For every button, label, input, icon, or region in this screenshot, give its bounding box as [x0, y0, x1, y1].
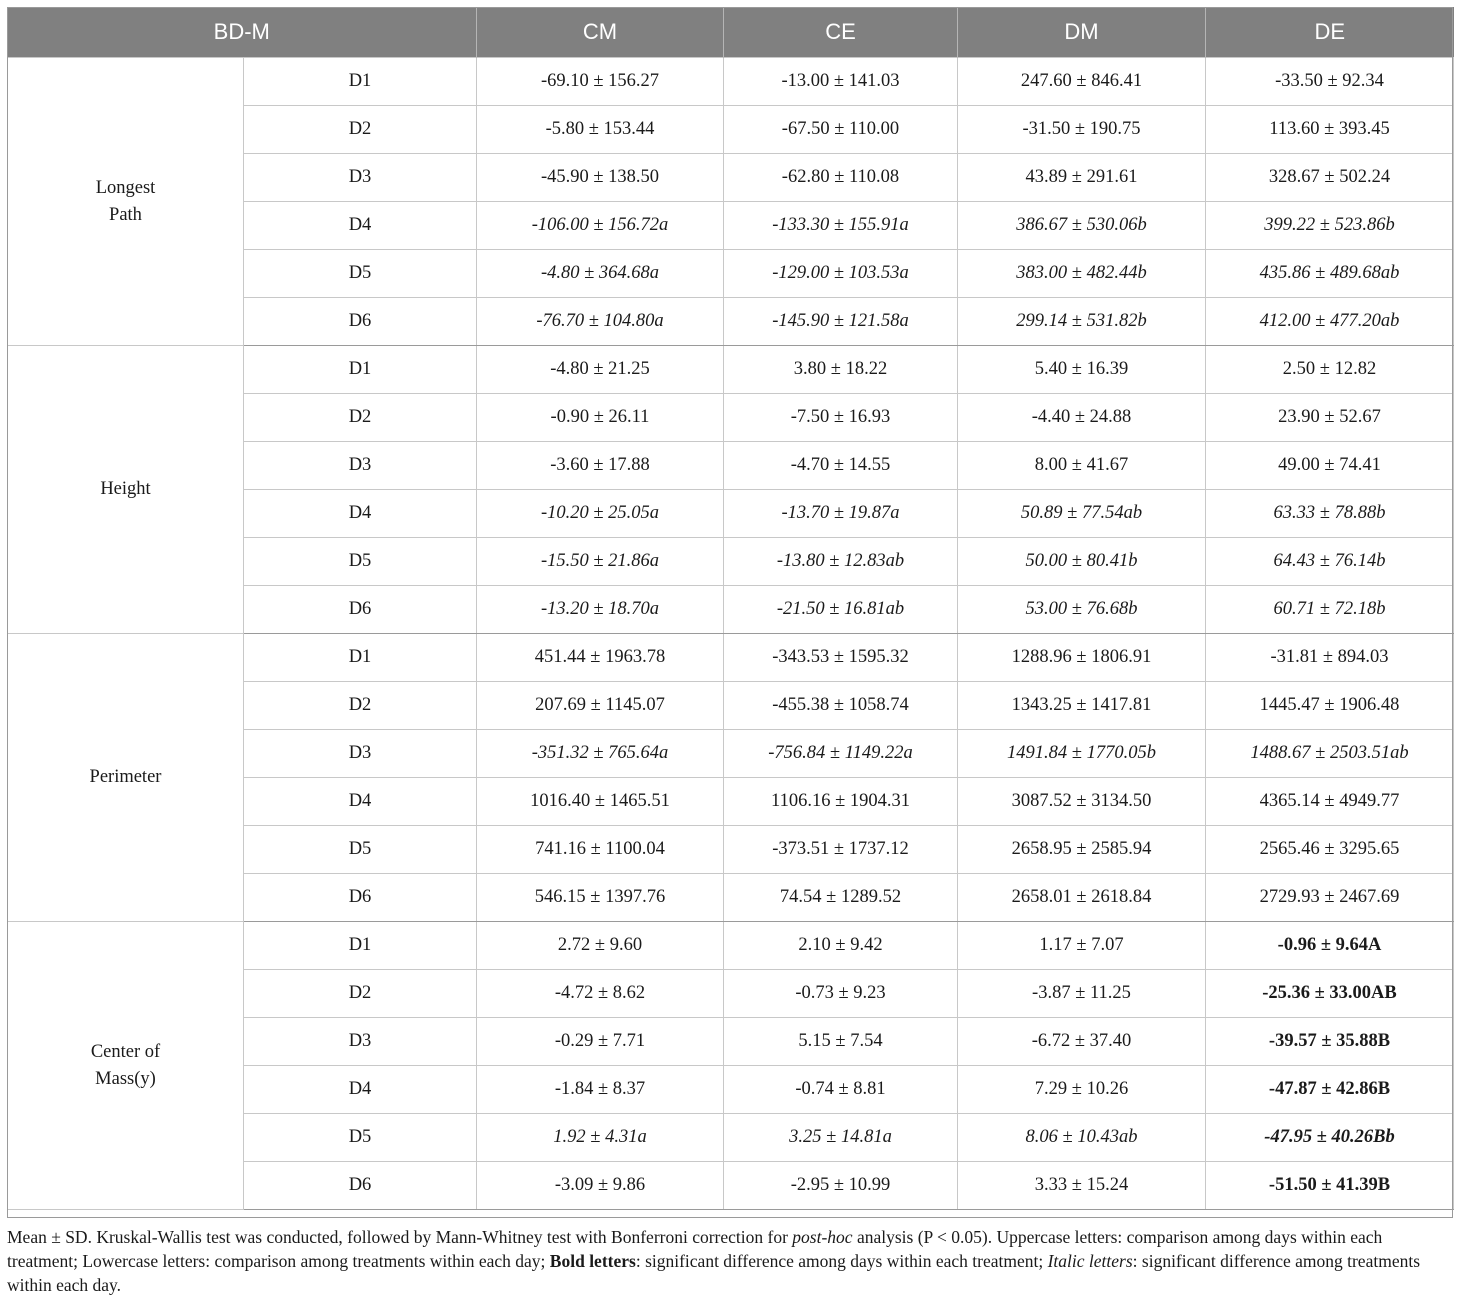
- day-label: D6: [244, 874, 477, 922]
- header-row: [8, 7, 1454, 58]
- value-cell: -62.80 ± 110.08: [724, 154, 958, 202]
- day-label: D1: [244, 922, 477, 970]
- value-cell: 2565.46 ± 3295.65: [1206, 826, 1454, 874]
- value-cell: -6.72 ± 37.40: [958, 1018, 1206, 1066]
- value-cell: 2.72 ± 9.60: [477, 922, 724, 970]
- value-cell: 2.10 ± 9.42: [724, 922, 958, 970]
- value-cell: 60.71 ± 72.18b: [1206, 586, 1454, 634]
- header-de: DE: [1206, 7, 1454, 58]
- header-cm: CM: [477, 7, 724, 58]
- value-cell: -0.96 ± 9.64A: [1206, 922, 1454, 970]
- value-cell: -4.40 ± 24.88: [958, 394, 1206, 442]
- table-row: [8, 634, 1454, 682]
- value-cell: -10.20 ± 25.05a: [477, 490, 724, 538]
- value-cell: 299.14 ± 531.82b: [958, 298, 1206, 346]
- value-cell: -69.10 ± 156.27: [477, 58, 724, 106]
- variable-label: Center of Mass(y): [8, 922, 244, 1210]
- value-cell: 63.33 ± 78.88b: [1206, 490, 1454, 538]
- day-label: D2: [244, 394, 477, 442]
- day-label: D5: [244, 538, 477, 586]
- value-cell: 113.60 ± 393.45: [1206, 106, 1454, 154]
- value-cell: 64.43 ± 76.14b: [1206, 538, 1454, 586]
- table-row: [8, 58, 1454, 106]
- day-label: D4: [244, 1066, 477, 1114]
- day-label: D6: [244, 298, 477, 346]
- variable-label: Perimeter: [8, 634, 244, 922]
- day-label: D1: [244, 346, 477, 394]
- table-row: [8, 346, 1454, 394]
- day-label: D4: [244, 490, 477, 538]
- value-cell: 50.00 ± 80.41b: [958, 538, 1206, 586]
- value-cell: 53.00 ± 76.68b: [958, 586, 1206, 634]
- value-cell: 1343.25 ± 1417.81: [958, 682, 1206, 730]
- variable-label: Longest Path: [8, 58, 244, 346]
- value-cell: -4.72 ± 8.62: [477, 970, 724, 1018]
- value-cell: -1.84 ± 8.37: [477, 1066, 724, 1114]
- value-cell: 1016.40 ± 1465.51: [477, 778, 724, 826]
- value-cell: -33.50 ± 92.34: [1206, 58, 1454, 106]
- table-row: [8, 922, 1454, 970]
- header-bd-m: BD-M: [8, 7, 477, 58]
- day-label: D2: [244, 106, 477, 154]
- value-cell: 8.06 ± 10.43ab: [958, 1114, 1206, 1162]
- variable-label: Height: [8, 346, 244, 634]
- value-cell: 8.00 ± 41.67: [958, 442, 1206, 490]
- value-cell: -76.70 ± 104.80a: [477, 298, 724, 346]
- value-cell: -7.50 ± 16.93: [724, 394, 958, 442]
- day-label: D6: [244, 1162, 477, 1210]
- value-cell: -21.50 ± 16.81ab: [724, 586, 958, 634]
- value-cell: -13.20 ± 18.70a: [477, 586, 724, 634]
- value-cell: 3.80 ± 18.22: [724, 346, 958, 394]
- day-label: D1: [244, 58, 477, 106]
- value-cell: 1445.47 ± 1906.48: [1206, 682, 1454, 730]
- day-label: D5: [244, 250, 477, 298]
- value-cell: -31.50 ± 190.75: [958, 106, 1206, 154]
- value-cell: -13.80 ± 12.83ab: [724, 538, 958, 586]
- value-cell: 74.54 ± 1289.52: [724, 874, 958, 922]
- value-cell: -133.30 ± 155.91a: [724, 202, 958, 250]
- value-cell: 2.50 ± 12.82: [1206, 346, 1454, 394]
- value-cell: 50.89 ± 77.54ab: [958, 490, 1206, 538]
- value-cell: 3.25 ± 14.81a: [724, 1114, 958, 1162]
- day-label: D5: [244, 1114, 477, 1162]
- value-cell: -373.51 ± 1737.12: [724, 826, 958, 874]
- footnote-bold-label: Bold letters: [549, 1251, 636, 1271]
- value-cell: -3.60 ± 17.88: [477, 442, 724, 490]
- value-cell: -47.95 ± 40.26Bb: [1206, 1114, 1454, 1162]
- results-table-container: [7, 7, 1453, 1210]
- value-cell: -145.90 ± 121.58a: [724, 298, 958, 346]
- footnote-italic-label: Italic letters: [1047, 1251, 1133, 1271]
- day-label: D2: [244, 970, 477, 1018]
- day-label: D4: [244, 202, 477, 250]
- value-cell: -351.32 ± 765.64a: [477, 730, 724, 778]
- day-label: D6: [244, 586, 477, 634]
- value-cell: 741.16 ± 1100.04: [477, 826, 724, 874]
- value-cell: 43.89 ± 291.61: [958, 154, 1206, 202]
- value-cell: 3087.52 ± 3134.50: [958, 778, 1206, 826]
- value-cell: 247.60 ± 846.41: [958, 58, 1206, 106]
- value-cell: -13.00 ± 141.03: [724, 58, 958, 106]
- value-cell: 383.00 ± 482.44b: [958, 250, 1206, 298]
- value-cell: 7.29 ± 10.26: [958, 1066, 1206, 1114]
- results-table: [7, 7, 1454, 1210]
- header-ce: CE: [724, 7, 958, 58]
- value-cell: 399.22 ± 523.86b: [1206, 202, 1454, 250]
- value-cell: 2729.93 ± 2467.69: [1206, 874, 1454, 922]
- header-dm: DM: [958, 7, 1206, 58]
- value-cell: 207.69 ± 1145.07: [477, 682, 724, 730]
- day-label: D4: [244, 778, 477, 826]
- value-cell: -39.57 ± 35.88B: [1206, 1018, 1454, 1066]
- value-cell: -756.84 ± 1149.22a: [724, 730, 958, 778]
- day-label: D3: [244, 730, 477, 778]
- value-cell: 412.00 ± 477.20ab: [1206, 298, 1454, 346]
- value-cell: -2.95 ± 10.99: [724, 1162, 958, 1210]
- value-cell: 1.92 ± 4.31a: [477, 1114, 724, 1162]
- value-cell: -0.73 ± 9.23: [724, 970, 958, 1018]
- day-label: D2: [244, 682, 477, 730]
- value-cell: -4.70 ± 14.55: [724, 442, 958, 490]
- table-header: [8, 7, 1454, 58]
- day-label: D3: [244, 1018, 477, 1066]
- footnote-text-1: Mean ± SD. Kruskal-Wallis test was conducted, followed by Mann-Whitney test with Bonferroni correction for: [7, 1227, 793, 1247]
- value-cell: 1491.84 ± 1770.05b: [958, 730, 1206, 778]
- value-cell: 2658.95 ± 2585.94: [958, 826, 1206, 874]
- value-cell: 2658.01 ± 2618.84: [958, 874, 1206, 922]
- table-footnote: [7, 1225, 1457, 1297]
- value-cell: 1.17 ± 7.07: [958, 922, 1206, 970]
- value-cell: -5.80 ± 153.44: [477, 106, 724, 154]
- value-cell: -25.36 ± 33.00AB: [1206, 970, 1454, 1018]
- value-cell: 5.40 ± 16.39: [958, 346, 1206, 394]
- value-cell: 546.15 ± 1397.76: [477, 874, 724, 922]
- footnote-posthoc: post-hoc: [792, 1227, 853, 1247]
- value-cell: -343.53 ± 1595.32: [724, 634, 958, 682]
- value-cell: -0.74 ± 8.81: [724, 1066, 958, 1114]
- value-cell: -51.50 ± 41.39B: [1206, 1162, 1454, 1210]
- value-cell: 435.86 ± 489.68ab: [1206, 250, 1454, 298]
- value-cell: -15.50 ± 21.86a: [477, 538, 724, 586]
- value-cell: -0.29 ± 7.71: [477, 1018, 724, 1066]
- day-label: D1: [244, 634, 477, 682]
- value-cell: -106.00 ± 156.72a: [477, 202, 724, 250]
- value-cell: 4365.14 ± 4949.77: [1206, 778, 1454, 826]
- value-cell: -4.80 ± 364.68a: [477, 250, 724, 298]
- value-cell: 49.00 ± 74.41: [1206, 442, 1454, 490]
- value-cell: 328.67 ± 502.24: [1206, 154, 1454, 202]
- footnote-text-2: analysis (P < 0.05). Uppercase letters: comparison among days within each treatment; Lowercase letters: comparison among treatments within each day;: [7, 1227, 1383, 1271]
- value-cell: -47.87 ± 42.86B: [1206, 1066, 1454, 1114]
- footnote-text-4: : significant difference among treatments within each day.: [7, 1251, 1421, 1295]
- value-cell: -31.81 ± 894.03: [1206, 634, 1454, 682]
- value-cell: -455.38 ± 1058.74: [724, 682, 958, 730]
- value-cell: 23.90 ± 52.67: [1206, 394, 1454, 442]
- value-cell: -129.00 ± 103.53a: [724, 250, 958, 298]
- value-cell: 451.44 ± 1963.78: [477, 634, 724, 682]
- value-cell: -0.90 ± 26.11: [477, 394, 724, 442]
- value-cell: -45.90 ± 138.50: [477, 154, 724, 202]
- day-label: D5: [244, 826, 477, 874]
- day-label: D3: [244, 442, 477, 490]
- value-cell: -3.87 ± 11.25: [958, 970, 1206, 1018]
- value-cell: 386.67 ± 530.06b: [958, 202, 1206, 250]
- value-cell: 1106.16 ± 1904.31: [724, 778, 958, 826]
- value-cell: 3.33 ± 15.24: [958, 1162, 1206, 1210]
- value-cell: 1488.67 ± 2503.51ab: [1206, 730, 1454, 778]
- value-cell: -13.70 ± 19.87a: [724, 490, 958, 538]
- value-cell: -4.80 ± 21.25: [477, 346, 724, 394]
- day-label: D3: [244, 154, 477, 202]
- value-cell: -3.09 ± 9.86: [477, 1162, 724, 1210]
- value-cell: -67.50 ± 110.00: [724, 106, 958, 154]
- table-body: [8, 58, 1454, 1210]
- value-cell: 5.15 ± 7.54: [724, 1018, 958, 1066]
- value-cell: 1288.96 ± 1806.91: [958, 634, 1206, 682]
- footnote-text-3: : significant difference among days within each treatment;: [635, 1251, 1048, 1271]
